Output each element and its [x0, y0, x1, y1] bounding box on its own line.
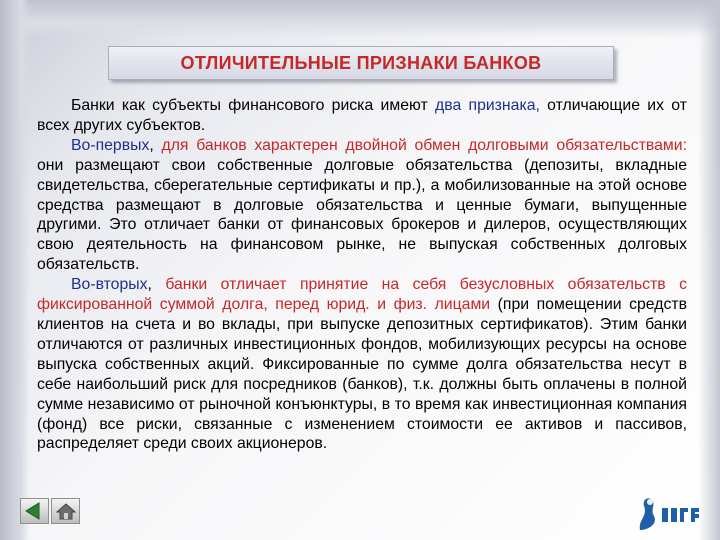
slide-title: ОТЛИЧИТЕЛЬНЫЕ ПРИЗНАКИ БАНКОВ	[180, 52, 542, 73]
p3-lead: Во-вторых	[71, 276, 148, 294]
slide-frame-top	[0, 0, 720, 38]
p2-sep: ,	[149, 136, 162, 154]
p3-text: (при помещении средств клиентов на счета и во вклады, при выпуске депозитных сертификатов). Этим банки отличаются от различных инвестиционных фондов, мобилизующих ресурсы на основе выпуска собственных акций. Фиксированные по сумме долга обязательства несут в себе наибольший риск для посредников (банков), т.к. должны быть оплачены в полной сумме независимо от рыночной конъюнктуры, в то время как инвестиционная компания (фонд) все риски, связанные с изменением стоимости ее активов и пассивов, распределяет среди своих акционеров.	[37, 296, 687, 453]
p2-lead: Во-первых	[71, 136, 150, 154]
slide-body	[37, 96, 687, 454]
slide-title-box	[108, 46, 614, 80]
slide-frame-right	[698, 0, 720, 540]
university-logo	[632, 494, 710, 534]
p2-highlight: для банков характерен двойной обмен долговыми обязательствами:	[161, 136, 688, 154]
paragraph-1	[37, 96, 687, 136]
arrow-left-icon	[24, 502, 46, 520]
home-icon	[55, 502, 77, 520]
p1-text: Банки как субъекты финансового риска имеют	[71, 97, 436, 114]
paragraph-3	[37, 275, 687, 454]
p3-sep: ,	[147, 276, 166, 294]
p3-highlight: банки отличает принятие на себя безусловных обязательств с фиксированной суммой долга, перед юрид. и физ. лицами	[37, 276, 688, 314]
back-button[interactable]	[20, 498, 49, 524]
slide-navigation	[20, 498, 82, 526]
slide-frame-left	[0, 0, 30, 540]
p2-text: они размещают свои собственные долговые обязательства (депозиты, вкладные свидетельства, сберегательные сертификаты и пр.), а мобилизованные на этой основе средства размещают в долговые обязательства и ценные бумаги, выпущенные другими. Это отличает банки от финансовых брокеров и дилеров, осуществляющих свою деятельность на финансовом рынке, не выпуская собственных долговых обязательств.	[37, 156, 687, 274]
home-button[interactable]	[51, 498, 80, 524]
paragraph-2	[37, 136, 687, 275]
p1-highlight: два признака,	[435, 97, 540, 114]
p1-text-end: отличающие их от всех других субъектов.	[37, 97, 687, 134]
